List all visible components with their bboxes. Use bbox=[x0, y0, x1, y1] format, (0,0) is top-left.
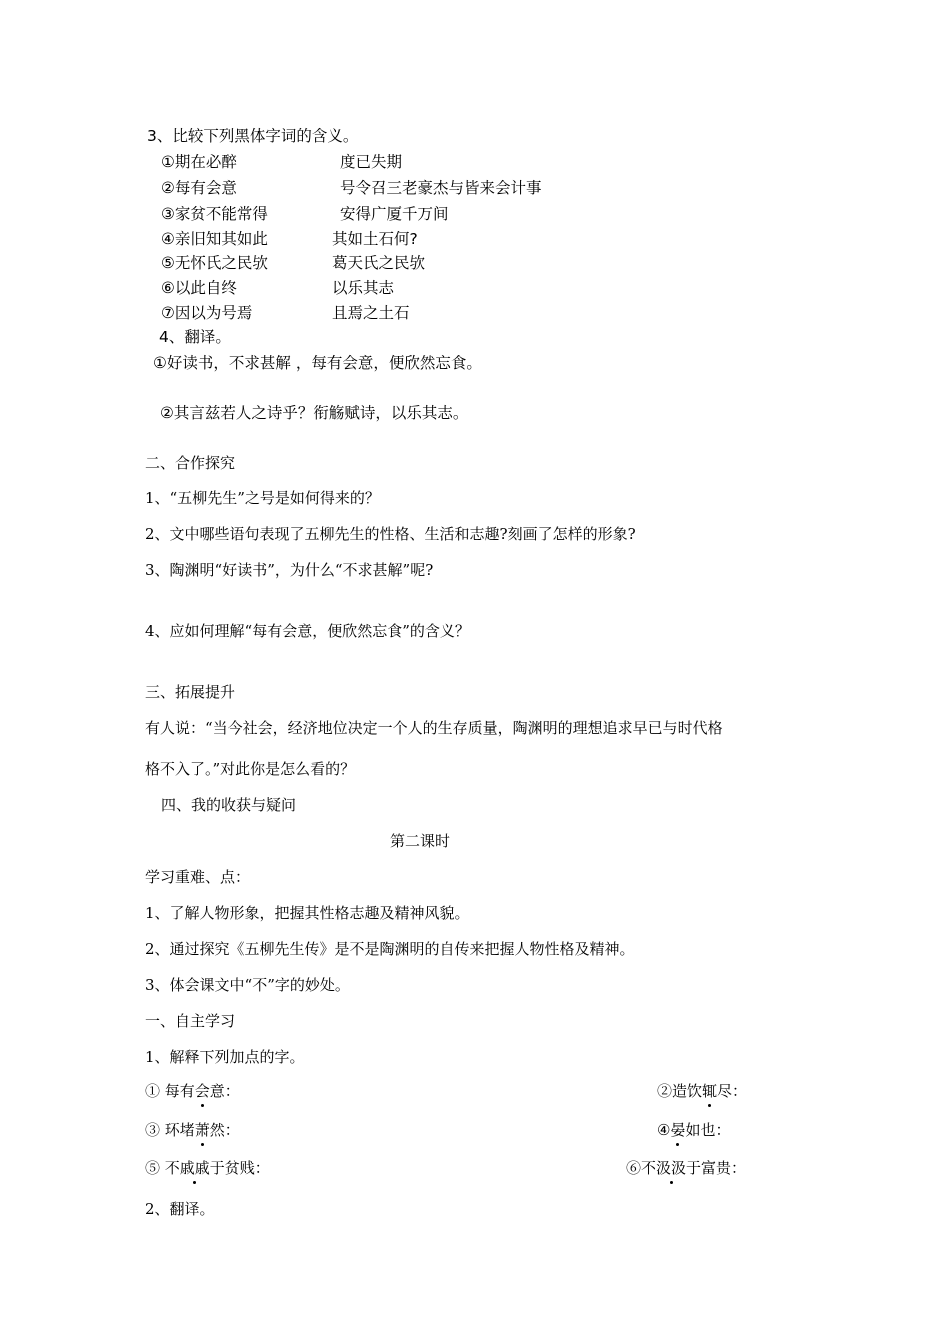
dotted-char: 汲汲 bbox=[656, 1159, 687, 1177]
q3-title: 3、比较下列黑体字词的含义。 bbox=[147, 127, 359, 145]
dotted-char: 萧 bbox=[194, 1121, 210, 1139]
section3-text-line1: 有人说：“当今社会，经济地位决定一个人的生存质量，陶渊明的理想追求早已与时代格 bbox=[145, 719, 723, 737]
lesson2-focus-3: 3、体会课文中“不”字的妙处。 bbox=[145, 976, 350, 994]
section2-q2: 2、文中哪些语句表现了五柳先生的性格、生活和志趣?刻画了怎样的形象? bbox=[145, 525, 636, 543]
pair-2-right: 号令召三老豪杰与皆来会计事 bbox=[340, 179, 542, 197]
explain-item-5: ⑤ 不戚戚于贫贱： bbox=[145, 1159, 270, 1177]
pair-4-left: ④亲旧知其如此 bbox=[161, 230, 268, 248]
explain-item-6: ⑥不汲汲于富贵： bbox=[626, 1159, 747, 1177]
section4-heading: 四、我的收获与疑问 bbox=[161, 796, 297, 814]
self-study-heading: 一、自主学习 bbox=[145, 1012, 236, 1030]
pair-7-right: 且焉之土石 bbox=[332, 304, 410, 322]
section3-text-line2: 格不入了。”对此你是怎么看的？ bbox=[145, 760, 356, 778]
pair-5-right: 葛天氏之民欤 bbox=[332, 254, 426, 272]
pair-5-left: ⑤无怀氏之民欤 bbox=[161, 254, 268, 272]
q4-title: 4、翻译。 bbox=[159, 328, 231, 346]
dotted-char: 辄 bbox=[702, 1082, 718, 1100]
lesson2-focus-heading: 学习重难、点： bbox=[145, 868, 251, 886]
dotted-char: 戚戚 bbox=[179, 1159, 210, 1177]
lesson2-focus-2: 2、通过探究《五柳先生传》是不是陶渊明的自传来把握人物性格及精神。 bbox=[145, 940, 635, 958]
pair-2-left: ②每有会意 bbox=[161, 179, 237, 197]
explain-heading: 1、解释下列加点的字。 bbox=[145, 1048, 305, 1066]
explain-item-2: ②造饮辄尽： bbox=[657, 1082, 748, 1100]
pair-6-left: ⑥以此自终 bbox=[161, 279, 237, 297]
section3-heading: 三、拓展提升 bbox=[145, 683, 236, 701]
pair-6-right: 以乐其志 bbox=[332, 279, 395, 297]
pair-7-left: ⑦因以为号焉 bbox=[161, 304, 253, 322]
dotted-char: 会 bbox=[194, 1082, 210, 1100]
dotted-char: 晏 bbox=[670, 1121, 686, 1139]
translate-2: ②其言兹若人之诗乎？衔觞赋诗，以乐其志。 bbox=[160, 404, 469, 422]
pair-3-right: 安得广厦千万间 bbox=[340, 205, 449, 223]
explain-item-1: ① 每有会意： bbox=[145, 1082, 240, 1100]
lesson2-title: 第二课时 bbox=[389, 832, 450, 850]
pair-4-right: 其如土石何? bbox=[332, 230, 418, 248]
explain-item-3: ③ 环堵萧然： bbox=[145, 1121, 240, 1139]
explain-item-4: ④晏如也： bbox=[657, 1121, 731, 1139]
translate-heading: 2、翻译。 bbox=[145, 1200, 215, 1218]
section2-heading: 二、合作探究 bbox=[145, 454, 236, 472]
pair-1-right: 度已失期 bbox=[340, 153, 403, 171]
pair-1-left: ①期在必醉 bbox=[161, 153, 237, 171]
section2-q1: 1、“五柳先生”之号是如何得来的？ bbox=[145, 489, 380, 507]
translate-1: ①好读书，不求甚解 ，每有会意，便欣然忘食。 bbox=[153, 354, 482, 372]
pair-3-left: ③家贫不能常得 bbox=[161, 205, 268, 223]
section2-q3: 3、陶渊明“好读书”，为什么“不求甚解”呢? bbox=[145, 561, 434, 579]
section2-q4: 4、应如何理解“每有会意，便欣然忘食”的含义？ bbox=[145, 622, 470, 640]
lesson2-focus-1: 1、了解人物形象，把握其性格志趣及精神风貌。 bbox=[145, 904, 470, 922]
